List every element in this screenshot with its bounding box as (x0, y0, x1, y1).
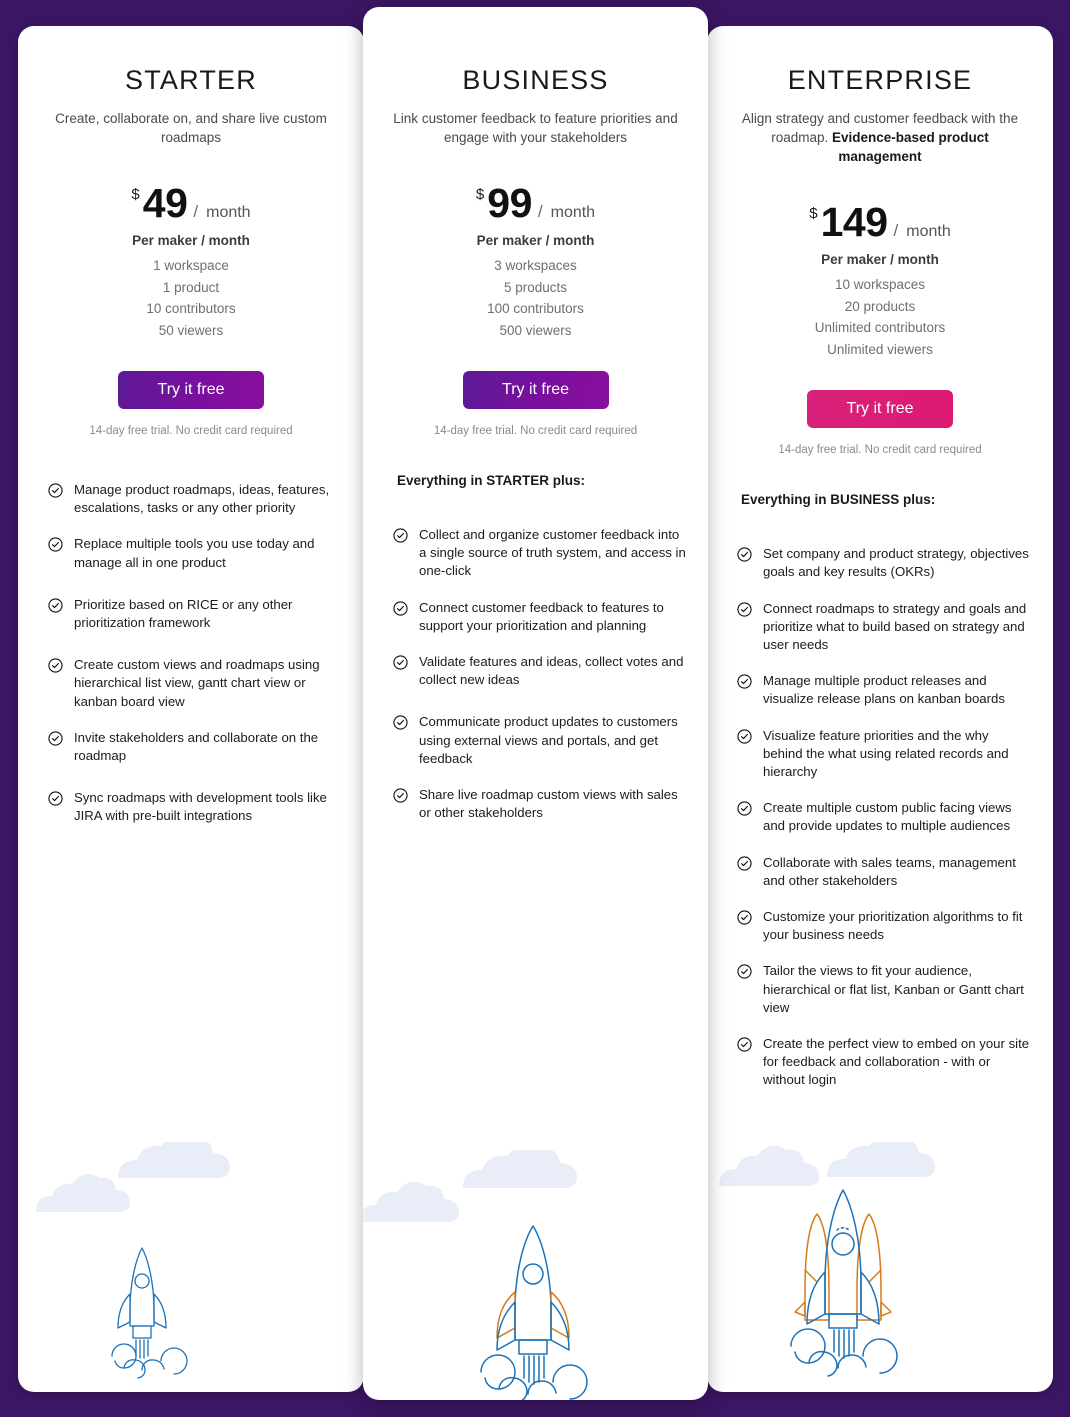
check-circle-icon (393, 601, 408, 616)
feature-text: Collect and organize customer feedback into a single source of truth system, and access in one-click (419, 527, 686, 579)
feature-text: Replace multiple tools you use today and manage all in one product (74, 536, 315, 570)
price-slash: / (193, 202, 199, 221)
feature-text: Connect customer feedback to features to support your prioritization and planning (419, 599, 664, 633)
feature-item (393, 526, 686, 581)
feature-item (393, 713, 686, 768)
feature-text: Manage multiple product releases and visualize release plans on kanban boards (763, 673, 1005, 707)
check-circle-icon (737, 674, 752, 689)
check-circle-icon (393, 655, 408, 670)
feature-item (737, 672, 1031, 708)
rocket-icon (795, 1214, 891, 1320)
check-circle-icon (48, 791, 63, 806)
feature-item (48, 535, 342, 571)
feature-item (737, 1035, 1031, 1090)
feature-item (737, 600, 1031, 655)
check-circle-icon (737, 964, 752, 979)
plan-name-starter: STARTER (125, 65, 257, 95)
feature-text: Visualize feature priorities and the why behind the what using related records and hierarchy (763, 727, 1009, 779)
plan-tagline-enterprise (729, 109, 1031, 166)
feature-item (48, 656, 342, 711)
price-currency: $ (809, 205, 818, 223)
feature-text: Collaborate with sales teams, management and other stakeholders (763, 854, 1016, 888)
plan-tagline-starter (40, 109, 342, 147)
quota-item: 10 contributors (146, 301, 236, 316)
price-amount: 149 (820, 199, 888, 246)
trial-note-business: 14-day free trial. No credit card required (433, 425, 638, 437)
card-content-business (363, 7, 708, 822)
pricing-card-business (363, 7, 708, 1400)
price-period: month (206, 204, 251, 221)
trial-note-starter: 14-day free trial. No credit card required (89, 425, 293, 437)
feature-list-business (385, 526, 686, 822)
check-circle-icon (737, 1037, 752, 1052)
check-circle-icon (737, 910, 752, 925)
check-circle-icon (393, 715, 408, 730)
feature-list-starter (40, 481, 342, 826)
feature-item (393, 653, 686, 689)
feature-text: Prioritize based on RICE or any other prioritization framework (74, 596, 293, 631)
feature-text: Create multiple custom public facing views and provide updates to multiple audiences (763, 800, 1012, 834)
try-it-free-button-enterprise[interactable]: Try it free (807, 390, 953, 428)
feature-item (737, 908, 1031, 944)
price-currency: $ (131, 186, 140, 203)
feature-text: Invite stakeholders and collaborate on the roadmap (74, 729, 319, 764)
card-content-enterprise (707, 26, 1053, 1090)
check-circle-icon (393, 528, 408, 543)
feature-text: Customize your prioritization algorithms to fit your business needs (763, 909, 1023, 943)
price-amount: 49 (142, 180, 188, 226)
plan-name-business: BUSINESS (462, 65, 609, 95)
pricing-card-starter (18, 26, 364, 1392)
quota-list-starter (40, 255, 342, 341)
quota-item: 1 product (162, 279, 220, 295)
try-it-free-button-starter[interactable]: Try it free (118, 371, 264, 409)
quota-list-business (385, 255, 686, 341)
price-slash: / (893, 221, 899, 241)
everything-in-line-business: Everything in STARTER plus: (397, 473, 586, 488)
check-circle-icon (737, 801, 752, 816)
plan-tagline-text: Create, collaborate on, and share live custom roadmaps (55, 110, 327, 145)
price-row-enterprise (729, 199, 1031, 246)
check-circle-icon (393, 788, 408, 803)
feature-item (48, 481, 342, 517)
cta-wrap-enterprise (729, 390, 1031, 428)
rocket-illustration-business (363, 1150, 708, 1400)
price-row-starter (40, 180, 342, 226)
feature-item (393, 599, 686, 635)
price-slash: / (537, 202, 543, 221)
card-content-starter (18, 26, 364, 826)
feature-item (393, 786, 686, 822)
check-circle-icon (737, 856, 752, 871)
feature-item (48, 596, 342, 632)
check-circle-icon (48, 731, 63, 746)
feature-item (48, 729, 342, 765)
feature-item (737, 962, 1031, 1017)
feature-text: Communicate product updates to customers using external views and portals, and get feedback (419, 714, 678, 766)
quota-item: 500 viewers (499, 322, 572, 338)
feature-item (48, 789, 342, 825)
trial-note-enterprise: 14-day free trial. No credit card required (778, 444, 982, 457)
feature-text: Sync roadmaps with development tools like JIRA with pre-built integrations (74, 790, 327, 824)
try-it-free-button-business[interactable]: Try it free (463, 371, 609, 409)
feature-text: Share live roadmap custom views with sales or other stakeholders (419, 787, 678, 821)
feature-item (737, 799, 1031, 835)
price-amount: 99 (487, 180, 532, 226)
per-maker-label-starter: Per maker / month (132, 233, 250, 248)
check-circle-icon (48, 598, 63, 613)
feature-item (737, 545, 1031, 581)
quota-item: 3 workspaces (494, 258, 577, 273)
rocket-icon (481, 1226, 587, 1400)
plan-tagline-text: Align strategy and customer feedback with the roadmap. (741, 110, 1019, 145)
cta-wrap-business (385, 371, 686, 409)
everything-in-line-enterprise: Everything in BUSINESS plus: (741, 492, 936, 508)
check-circle-icon (48, 537, 63, 552)
price-period: month (906, 223, 951, 241)
per-maker-label-business: Per maker / month (476, 233, 595, 248)
quota-item: Unlimited contributors (814, 320, 946, 336)
cloud-icon (719, 1142, 935, 1186)
feature-text: Tailor the views to fit your audience, hierarchical or flat list, Kanban or Gantt chart view (763, 963, 1024, 1015)
price-row-business (385, 180, 686, 226)
quota-list-enterprise (729, 274, 1031, 360)
cloud-icon (36, 1142, 230, 1212)
cloud-icon (363, 1150, 577, 1222)
plan-tagline-emphasis: Evidence-based product management (832, 129, 989, 164)
feature-text: Set company and product strategy, objectives goals and key results (OKRs) (763, 546, 1029, 580)
feature-text: Validate features and ideas, collect votes and collect new ideas (419, 654, 684, 688)
plan-tagline-text: Link customer feedback to feature priorities and engage with your stakeholders (393, 110, 678, 145)
rocket-icon (791, 1190, 897, 1376)
rocket-illustration-starter (18, 1142, 364, 1392)
plan-name-enterprise: ENTERPRISE (787, 65, 973, 95)
quota-item: 100 contributors (487, 301, 584, 316)
check-circle-icon (48, 483, 63, 498)
feature-item (737, 854, 1031, 890)
rocket-illustration-enterprise (707, 1142, 1053, 1392)
quota-item: Unlimited viewers (827, 341, 933, 357)
cta-wrap-starter (40, 371, 342, 409)
check-circle-icon (48, 658, 63, 673)
quota-item: 50 viewers (158, 322, 224, 338)
price-currency: $ (475, 186, 485, 203)
feature-text: Create custom views and roadmaps using hierarchical list view, gantt chart view or kanban board view (74, 657, 320, 709)
check-circle-icon (737, 602, 752, 617)
feature-list-enterprise (729, 545, 1031, 1089)
feature-text: Create the perfect view to embed on your site for feedback and collaboration - with or without login (763, 1036, 1030, 1088)
feature-text: Manage product roadmaps, ideas, features, escalations, tasks or any other priority (74, 482, 330, 516)
plan-tagline-business (385, 109, 686, 147)
check-circle-icon (737, 547, 752, 562)
rocket-icon (112, 1248, 187, 1378)
quota-item: 5 products (503, 279, 568, 295)
per-maker-label-enterprise: Per maker / month (821, 252, 939, 268)
feature-item (737, 727, 1031, 782)
pricing-card-enterprise (707, 26, 1053, 1392)
feature-text: Connect roadmaps to strategy and goals and prioritize what to build based on strategy and user needs (763, 600, 1027, 652)
quota-item: 1 workspace (153, 258, 229, 273)
quota-item: 10 workspaces (834, 277, 926, 293)
check-circle-icon (737, 729, 752, 744)
quota-item: 20 products (844, 298, 916, 314)
price-period: month (550, 204, 596, 221)
